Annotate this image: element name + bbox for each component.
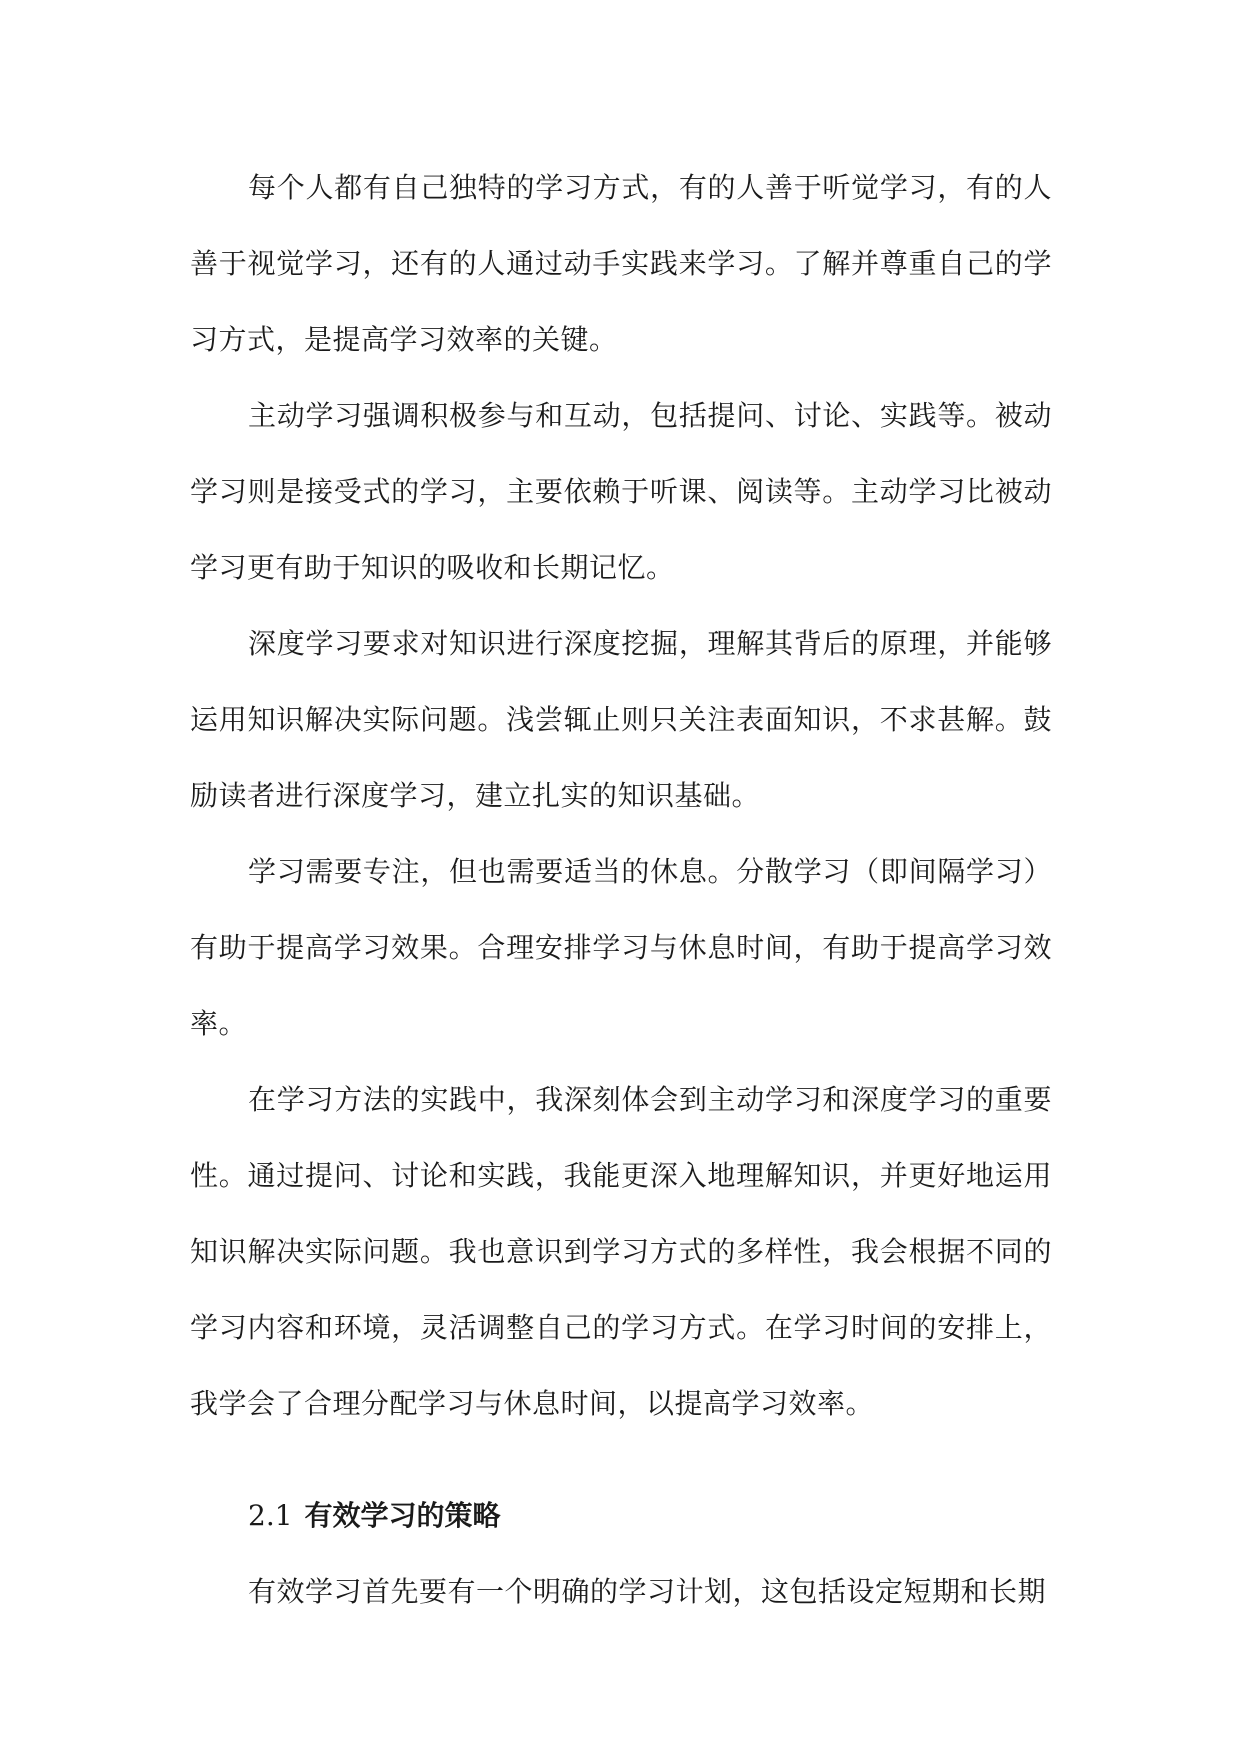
- section-number: 2.1: [248, 1499, 293, 1532]
- section-title: 有效学习的策略: [304, 1499, 501, 1532]
- section-heading: [190, 1478, 1052, 1554]
- paragraph-reflection: 在学习方法的实践中，我深刻体会到主动学习和深度学习的重要性。通过提问、讨论和实践，我能更深入地理解知识，并更好地运用知识解决实际问题。我也意识到学习方式的多样性，我会根据不同的学习内容和环境，灵活调整自己的学习方式。在学习时间的安排上，我学会了合理分配学习与休息时间，以提高学习效率。: [190, 1083, 1052, 1420]
- paragraph-deep-learning: 深度学习要求对知识进行深度挖掘，理解其背后的原理，并能够运用知识解决实际问题。浅尝辄止则只关注表面知识，不求甚解。鼓励读者进行深度学习，建立扎实的知识基础。: [190, 627, 1052, 812]
- document-body: [190, 150, 1052, 1630]
- paragraph-spaced-learning: 学习需要专注，但也需要适当的休息。分散学习（即间隔学习）有助于提高学习效果。合理安排学习与休息时间，有助于提高学习效率。: [190, 855, 1052, 1040]
- paragraph-active-learning: 主动学习强调积极参与和互动，包括提问、讨论、实践等。被动学习则是接受式的学习，主要依赖于听课、阅读等。主动学习比被动学习更有助于知识的吸收和长期记忆。: [190, 399, 1052, 584]
- paragraph-study-plan: 有效学习首先要有一个明确的学习计划，这包括设定短期和长期: [248, 1575, 1047, 1608]
- paragraph-learning-styles: 每个人都有自己独特的学习方式，有的人善于听觉学习，有的人善于视觉学习，还有的人通过动手实践来学习。了解并尊重自己的学习方式，是提高学习效率的关键。: [190, 171, 1052, 356]
